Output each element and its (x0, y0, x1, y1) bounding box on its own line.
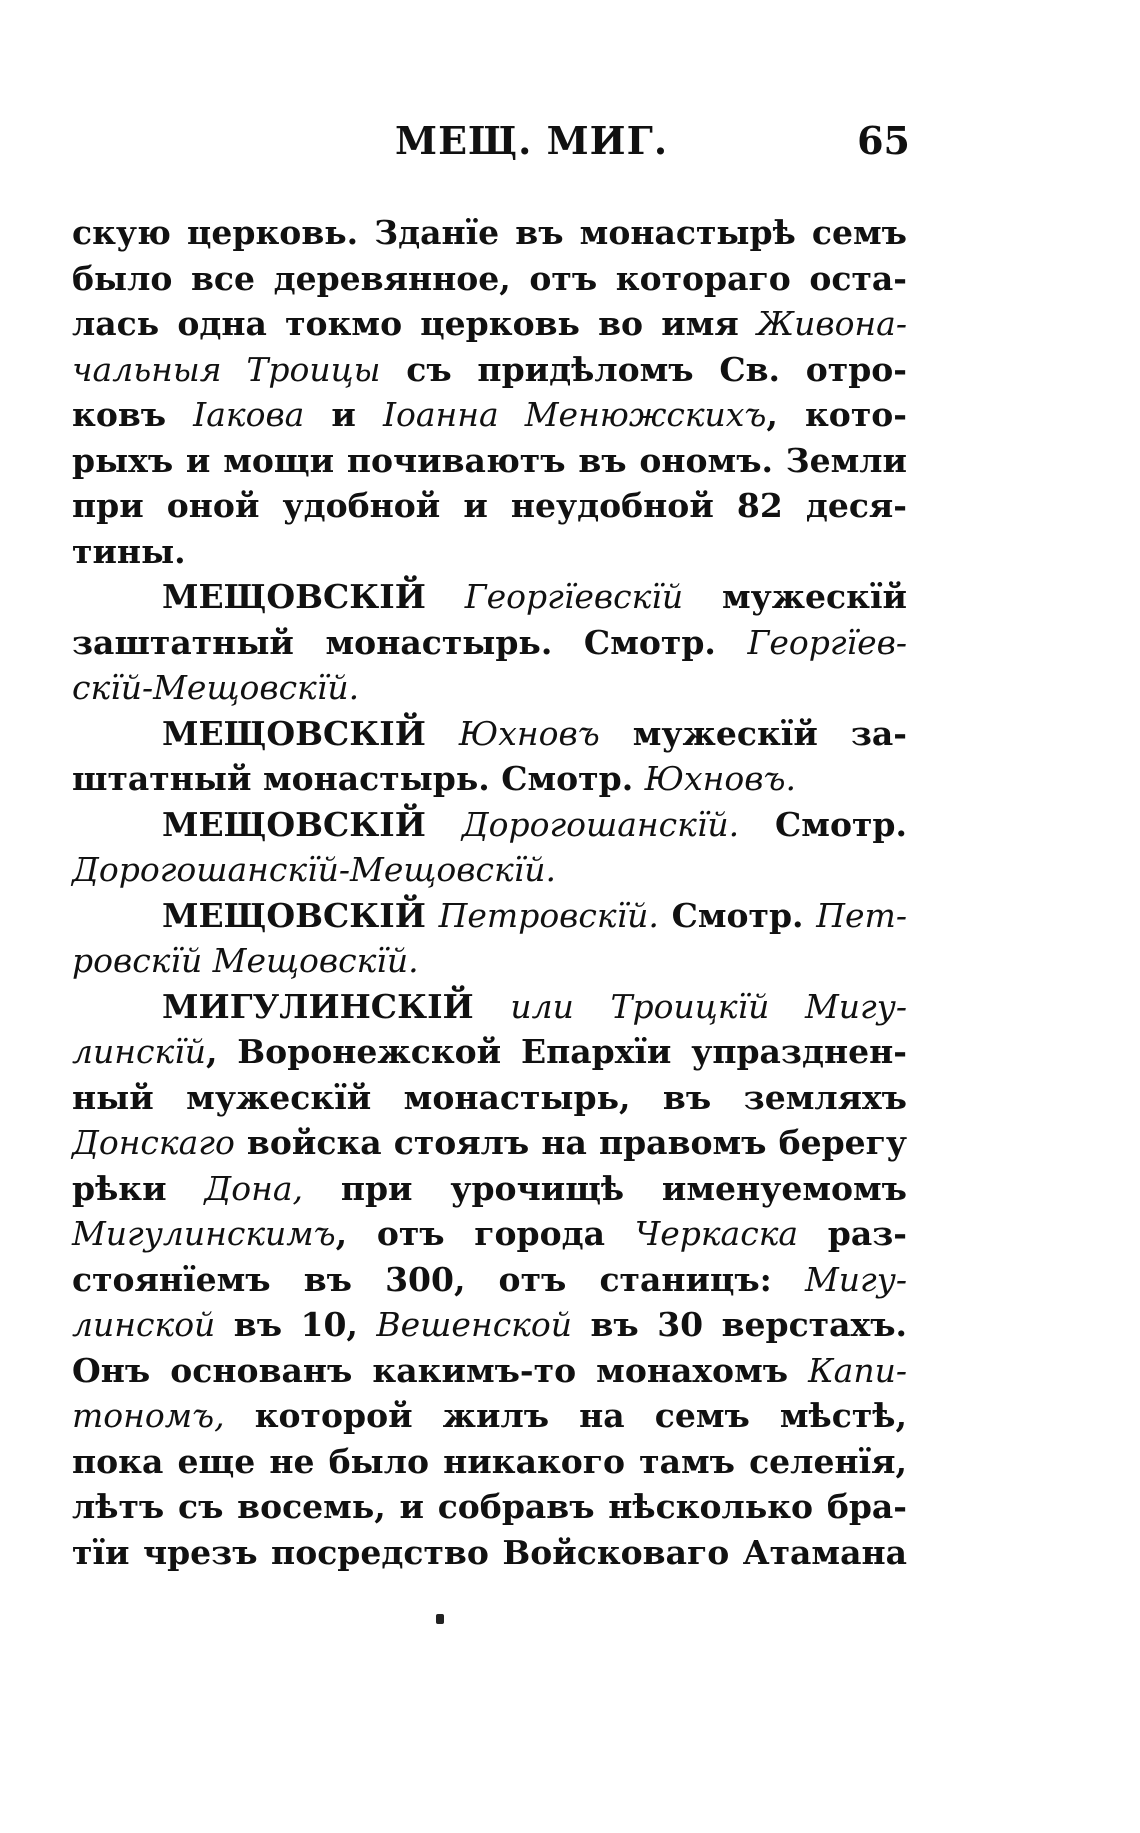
text-line (72, 1257, 907, 1303)
text-segment: ковъ (72, 395, 194, 434)
text-segment: заштатный монастырь. Смотр. (72, 622, 748, 662)
page-header (70, 118, 910, 178)
text-line (72, 756, 907, 802)
italic-segment: или (510, 986, 574, 1026)
text-line (72, 1302, 907, 1348)
text-line (72, 1530, 907, 1576)
text-segment: МЕЩОВСКІЙ (162, 895, 439, 935)
italic-segment: скїй-Мещовскїй. (72, 668, 360, 707)
text-line (72, 847, 907, 893)
italic-segment: Капи- (808, 1350, 907, 1390)
text-line (72, 1166, 907, 1212)
text-segment: въ 10, (215, 1305, 377, 1344)
text-segment: Смотр. (739, 804, 907, 844)
text-segment: тины. (72, 531, 186, 571)
body-text (72, 210, 907, 1575)
italic-segment: Георгїев- (747, 622, 907, 662)
text-line (72, 1120, 907, 1166)
text-segment: раз- (798, 1214, 907, 1253)
italic-segment: линскїй (72, 1032, 206, 1071)
text-line (72, 665, 907, 711)
italic-segment: ровскїй Мещовскїй. (72, 941, 419, 980)
text-segment: рыхъ и мощи почиваютъ въ ономъ. Земли (72, 440, 907, 480)
text-line (72, 529, 907, 575)
text-line (72, 392, 907, 438)
text-segment: было все деревянное, отъ котораго оста- (72, 258, 907, 298)
italic-segment: Георгїевскїй (464, 577, 684, 616)
italic-segment: Дорогошанскїй-Мещовскїй. (72, 850, 556, 889)
text-line (72, 1029, 907, 1075)
text-segment: при оной удобной и неудобной 82 деся- (72, 486, 907, 525)
running-head: МЕЩ. МИГ. (395, 118, 669, 163)
text-segment: лась одна токмо церковь во имя (72, 304, 758, 343)
italic-segment: Мигу- (804, 1259, 907, 1299)
italic-segment: Троицкїй Мигу- (610, 986, 907, 1026)
text-line (72, 711, 907, 757)
text-segment: МЕЩОВСКІЙ (162, 713, 459, 753)
text-line (72, 438, 907, 484)
text-line (72, 1393, 907, 1439)
text-segment: рѣки (72, 1168, 205, 1208)
text-segment: войска стоялъ на правомъ берегу (234, 1123, 907, 1162)
text-segment (574, 987, 611, 1026)
text-segment: , Воронежской Епархїи упразднен- (206, 1032, 907, 1071)
text-line (72, 347, 907, 393)
text-segment: мужескїй за- (599, 713, 907, 753)
italic-segment: Іоанна Менюжскихъ (382, 395, 767, 434)
italic-segment: чальныя Троицы (72, 349, 381, 389)
italic-segment: Дорогошанскїй. (461, 804, 740, 844)
text-segment: которой жилъ на семъ мѣстѣ, (224, 1396, 907, 1435)
text-line (72, 1075, 907, 1121)
italic-segment: Вешенской (376, 1305, 573, 1344)
italic-segment: Живона- (757, 304, 907, 343)
text-segment: скую церковь. Зданїе въ монастырѣ семъ (72, 213, 907, 252)
text-line (72, 1484, 907, 1530)
italic-segment: Пет- (816, 895, 907, 935)
text-segment: тїи чрезъ посредство Войсковаго Атамана (72, 1532, 907, 1572)
text-segment: и (304, 395, 383, 434)
text-segment: Смотр. (658, 895, 817, 935)
italic-segment: Петровскїй. (438, 895, 659, 935)
text-line (72, 893, 907, 939)
text-line (72, 938, 907, 984)
italic-segment: Черкаска (634, 1214, 799, 1253)
text-line (72, 802, 907, 848)
italic-segment: Юхновъ (458, 713, 600, 753)
text-segment: штатный монастырь. Смотр. (72, 759, 645, 798)
italic-segment: линской (72, 1305, 216, 1344)
page-number: 65 (857, 118, 910, 163)
text-segment: , отъ города (335, 1214, 635, 1253)
text-segment: мужескїй (683, 577, 907, 616)
text-segment: въ 30 верстахъ. (572, 1305, 907, 1344)
text-segment: МЕЩОВСКІЙ (162, 804, 462, 844)
text-line (72, 1348, 907, 1394)
text-segment: лѣтъ съ восемь, и собравъ нѣсколько бра- (72, 1487, 907, 1526)
text-segment: при урочищѣ именуемомъ (303, 1168, 907, 1208)
text-line (72, 301, 907, 347)
italic-segment: тономъ, (72, 1396, 225, 1435)
text-segment: МИГУЛИНСКІЙ (162, 986, 511, 1026)
text-line (72, 256, 907, 302)
text-line (72, 1211, 907, 1257)
text-line (72, 984, 907, 1030)
text-segment: пока еще не было никакого тамъ селенїя, (72, 1441, 907, 1481)
text-segment: , кото- (766, 395, 907, 434)
italic-segment: Юхновъ. (644, 759, 796, 798)
text-line (72, 1439, 907, 1485)
italic-segment: Донскаго (72, 1123, 235, 1162)
text-line (72, 574, 907, 620)
text-segment: ный мужескїй монастырь, въ земляхъ (72, 1077, 907, 1117)
text-segment: Онъ основанъ какимъ-то монахомъ (72, 1350, 809, 1390)
italic-segment: Дона, (204, 1168, 304, 1208)
text-segment: съ придѣломъ Св. отро- (380, 349, 907, 389)
text-segment: МЕЩОВСКІЙ (162, 577, 465, 616)
italic-segment: Мигулинскимъ (72, 1214, 336, 1253)
text-line (72, 620, 907, 666)
printer-mark (436, 1614, 444, 1624)
text-line (72, 210, 907, 256)
text-line (72, 483, 907, 529)
italic-segment: Іакова (193, 395, 305, 434)
text-segment: стоянїемъ въ 300, отъ станицъ: (72, 1259, 805, 1299)
